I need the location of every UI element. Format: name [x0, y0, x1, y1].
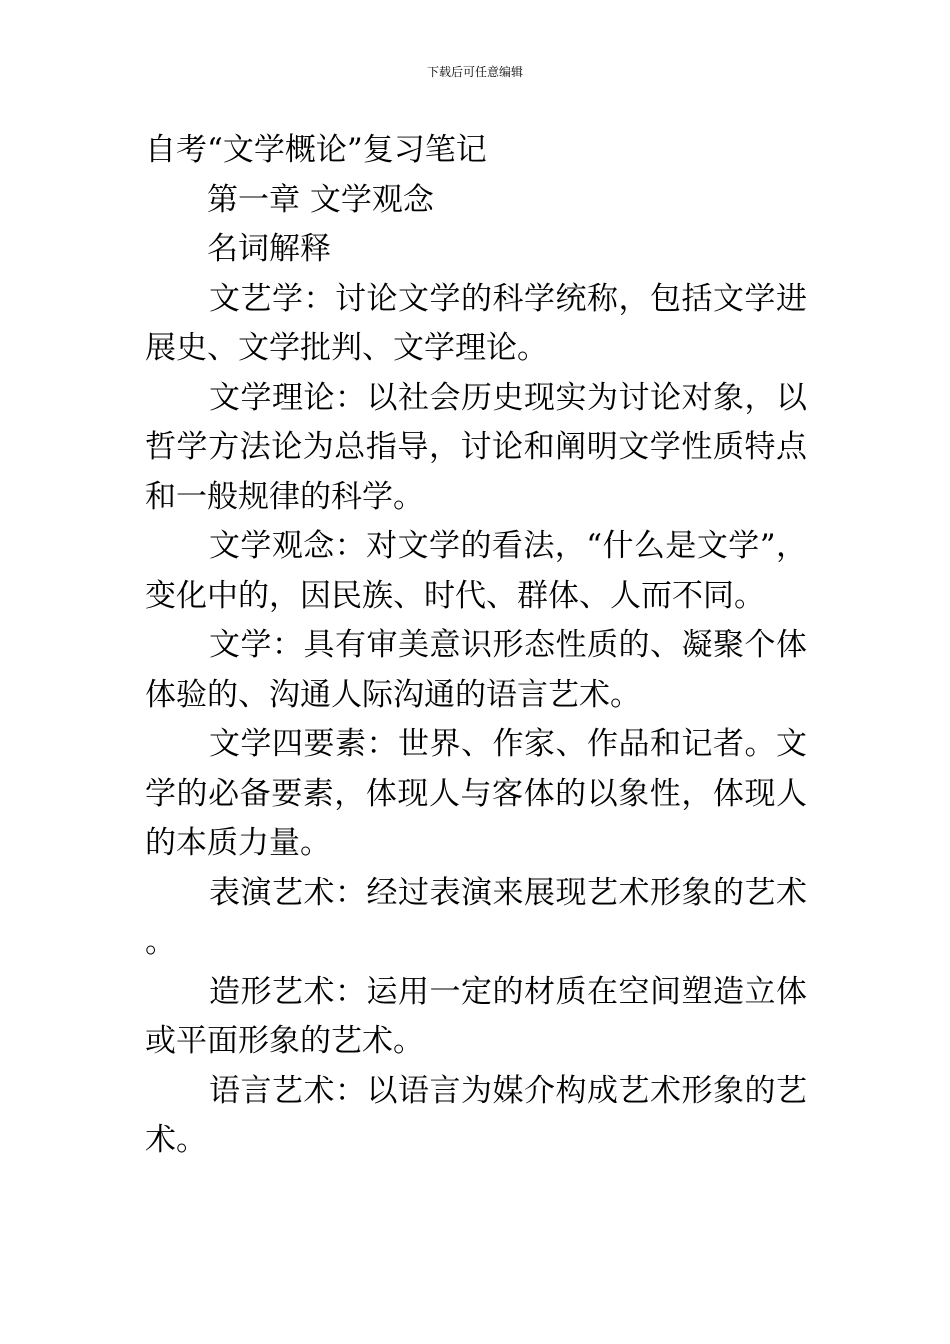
page-header: 下载后可任意编辑 [426, 65, 523, 79]
definition-paragraph: 文学观念：对文学的看法，“什么是文学”，变化中的，因民族、时代、群体、人而不同。 [145, 528, 807, 614]
document-title: 自考“文学概论”复习笔记 [145, 132, 487, 168]
definition-paragraph: 表演艺术：经过表演来展现艺术形象的艺术。 [145, 874, 807, 960]
section-heading: 名词解释 [207, 231, 331, 267]
definition-paragraph: 造形艺术：运用一定的材质在空间塑造立体或平面形象的艺术。 [145, 973, 807, 1059]
document-body [145, 126, 807, 1166]
definition-paragraph: 文艺学：讨论文学的科学统称，包括文学进展史、文学批判、文学理论。 [145, 280, 807, 366]
definition-paragraph: 语言艺术：以语言为媒介构成艺术形象的艺术。 [145, 1072, 807, 1158]
definition-paragraph: 文学四要素：世界、作家、作品和记者。文学的必备要素，体现人与客体的以象性，体现人的本质力量。 [145, 726, 807, 861]
definition-paragraph: 文学理论：以社会历史现实为讨论对象，以哲学方法论为总指导，讨论和阐明文学性质特点和一般规律的科学。 [145, 379, 807, 515]
definition-paragraph: 文学：具有审美意识形态性质的、凝聚个体体验的、沟通人际沟通的语言艺术。 [145, 627, 807, 713]
chapter-heading: 第一章 文学观念 [207, 181, 434, 218]
